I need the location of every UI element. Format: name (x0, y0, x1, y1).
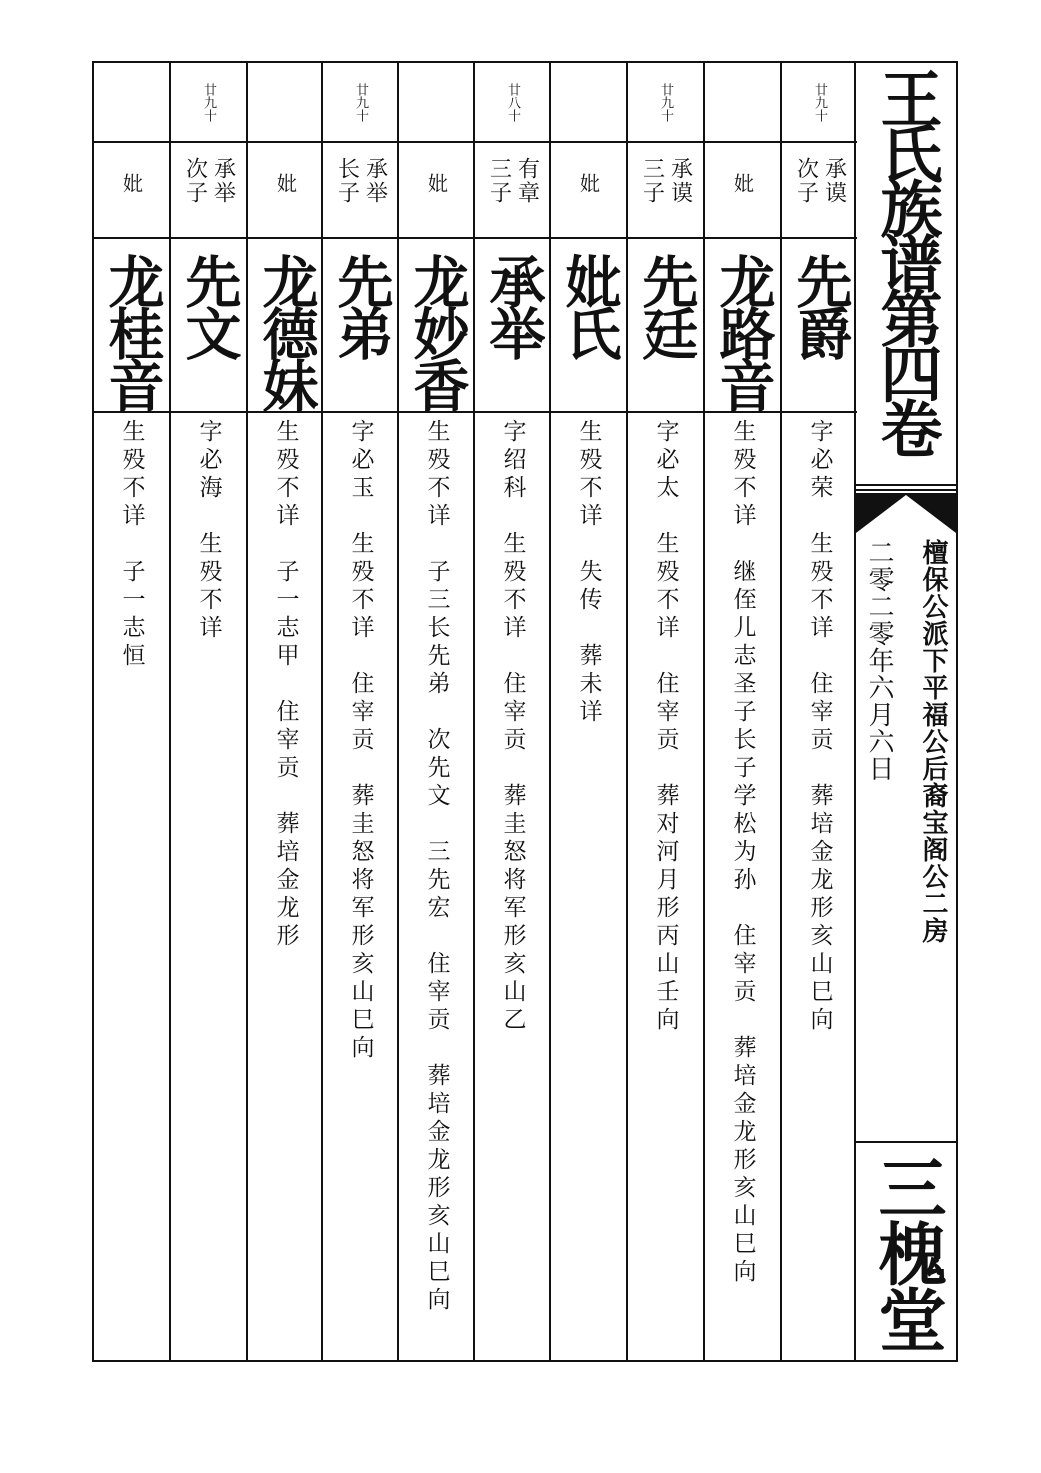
generation-label: 廿九十 (658, 82, 673, 122)
title-panel (854, 63, 956, 1362)
hall-name (856, 1145, 956, 1362)
person-bio: 生殁不详 子一志恒 (118, 419, 145, 671)
person-bio: 字必荣 生殁不详 住宰贡 葬培金龙形亥山巳向 (806, 419, 833, 1035)
person-bio: 字必海 生殁不详 (195, 419, 222, 643)
branch-line: 檀保公派下平福公后裔宝阁公二房 (918, 539, 948, 944)
entry-column-7 (321, 63, 398, 1362)
date-line: 二零二零年六月六日 (864, 539, 894, 782)
genealogy-page (92, 61, 958, 1362)
relation-label: 承谟 次子 (793, 157, 847, 205)
person-name: 龙德妹 (253, 253, 319, 409)
relation-label: 承谟 三子 (639, 157, 693, 205)
entry-column-3 (626, 63, 703, 1362)
person-name: 妣氏 (556, 253, 622, 357)
relation-label: 妣 (730, 173, 755, 195)
entry-column-10 (94, 63, 169, 1362)
person-name: 龙桂音 (99, 253, 165, 409)
relation-label: 妣 (424, 173, 449, 195)
person-name: 先爵 (787, 253, 853, 357)
entry-column-9 (169, 63, 246, 1362)
person-bio: 生殁不详 子三长先弟 次先文 三先宏 住宰贡 葬培金龙形亥山巳向 (423, 419, 450, 1315)
entry-column-4 (549, 63, 626, 1362)
relation-label: 妣 (576, 173, 601, 195)
person-name: 承举 (480, 253, 546, 357)
book-title-text: 王氏族谱第四卷 (870, 67, 943, 452)
entry-column-2 (703, 63, 780, 1362)
person-name: 先文 (176, 253, 242, 357)
entry-column-8 (246, 63, 323, 1362)
entry-column-5 (473, 63, 550, 1362)
person-name: 先廷 (633, 253, 699, 357)
subtitle-block (856, 535, 956, 1143)
entry-column-1 (780, 63, 857, 1362)
relation-label: 妣 (119, 173, 144, 195)
person-bio: 生殁不详 继侄儿志圣子长子学松为孙 住宰贡 葬培金龙形亥山巳向 (729, 419, 756, 1287)
relation-label: 妣 (273, 173, 298, 195)
person-name: 龙妙香 (404, 253, 470, 409)
book-title (856, 63, 956, 483)
relation-label: 承举 长子 (334, 157, 388, 205)
person-bio: 字绍科 生殁不详 住宰贡 葬圭怒将军形亥山乙 (499, 419, 526, 1035)
relation-label: 有章 三子 (486, 157, 540, 205)
relation-label: 承举 次子 (182, 157, 236, 205)
entry-column-6 (397, 63, 474, 1362)
generation-label: 廿八十 (505, 82, 520, 122)
person-bio: 字必太 生殁不详 住宰贡 葬对河月形丙山壬向 (652, 419, 679, 1035)
person-name: 先弟 (328, 253, 394, 357)
hall-name-text: 三槐堂 (867, 1153, 946, 1351)
person-bio: 字必玉 生殁不详 住宰贡 葬圭怒将军形亥山巳向 (347, 419, 374, 1063)
generation-label: 廿九十 (812, 82, 827, 122)
generation-label: 廿九十 (201, 82, 216, 122)
person-name: 龙路音 (710, 253, 776, 409)
person-bio: 生殁不详 失传 葬未详 (575, 419, 602, 727)
person-bio: 生殁不详 子一志甲 住宰贡 葬培金龙形 (272, 419, 299, 951)
generation-label: 廿九十 (353, 82, 368, 122)
fishtail-divider (856, 483, 956, 535)
